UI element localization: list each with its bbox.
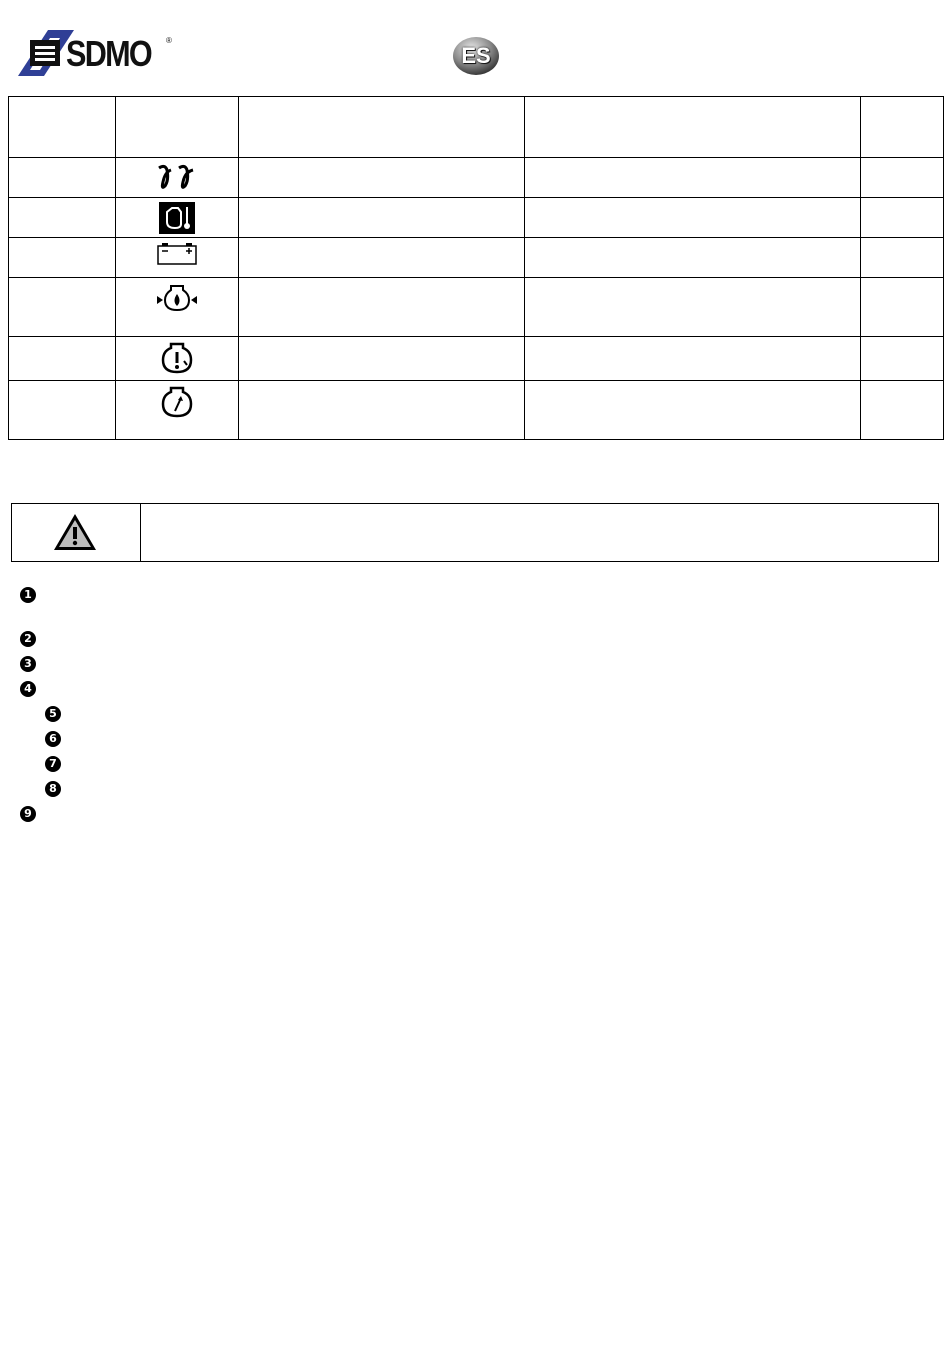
language-badge [452, 36, 500, 76]
list-bullet-9: 9 [20, 806, 36, 822]
header-cell [116, 97, 239, 158]
warning-triangle-icon [52, 512, 98, 552]
list-bullet-3: 3 [20, 656, 36, 672]
table-row [9, 198, 944, 238]
table-row [9, 337, 944, 381]
coolant-temperature-icon [159, 202, 195, 234]
list-bullet-6: 6 [45, 731, 61, 747]
header-cell [9, 97, 116, 158]
table-row [9, 238, 944, 278]
overspeed-gauge-icon [160, 385, 194, 419]
oil-pressure-icon [155, 282, 199, 316]
list-bullet-1: 1 [20, 587, 36, 603]
header-cell [239, 97, 525, 158]
list-bullet-5: 5 [45, 706, 61, 722]
warning-box [11, 503, 939, 562]
registered-mark: ® [166, 36, 172, 45]
table-header-row [9, 97, 944, 158]
sdmo-logo [18, 30, 172, 78]
list-bullet-7: 7 [45, 756, 61, 772]
brand-name: SDMO [66, 33, 151, 74]
header-cell [861, 97, 944, 158]
table-row [9, 381, 944, 440]
list-bullet-2: 2 [20, 631, 36, 647]
header-cell [525, 97, 861, 158]
indicator-table [8, 96, 944, 440]
list-bullet-4: 4 [20, 681, 36, 697]
list-bullet-8: 8 [45, 781, 61, 797]
table-row [9, 158, 944, 198]
battery-icon [156, 242, 198, 266]
warning-icon-cell [12, 504, 141, 561]
language-code: ES [461, 43, 491, 68]
preheat-coil-icon [155, 162, 199, 192]
table-row [9, 278, 944, 337]
engine-fault-icon [160, 341, 194, 375]
